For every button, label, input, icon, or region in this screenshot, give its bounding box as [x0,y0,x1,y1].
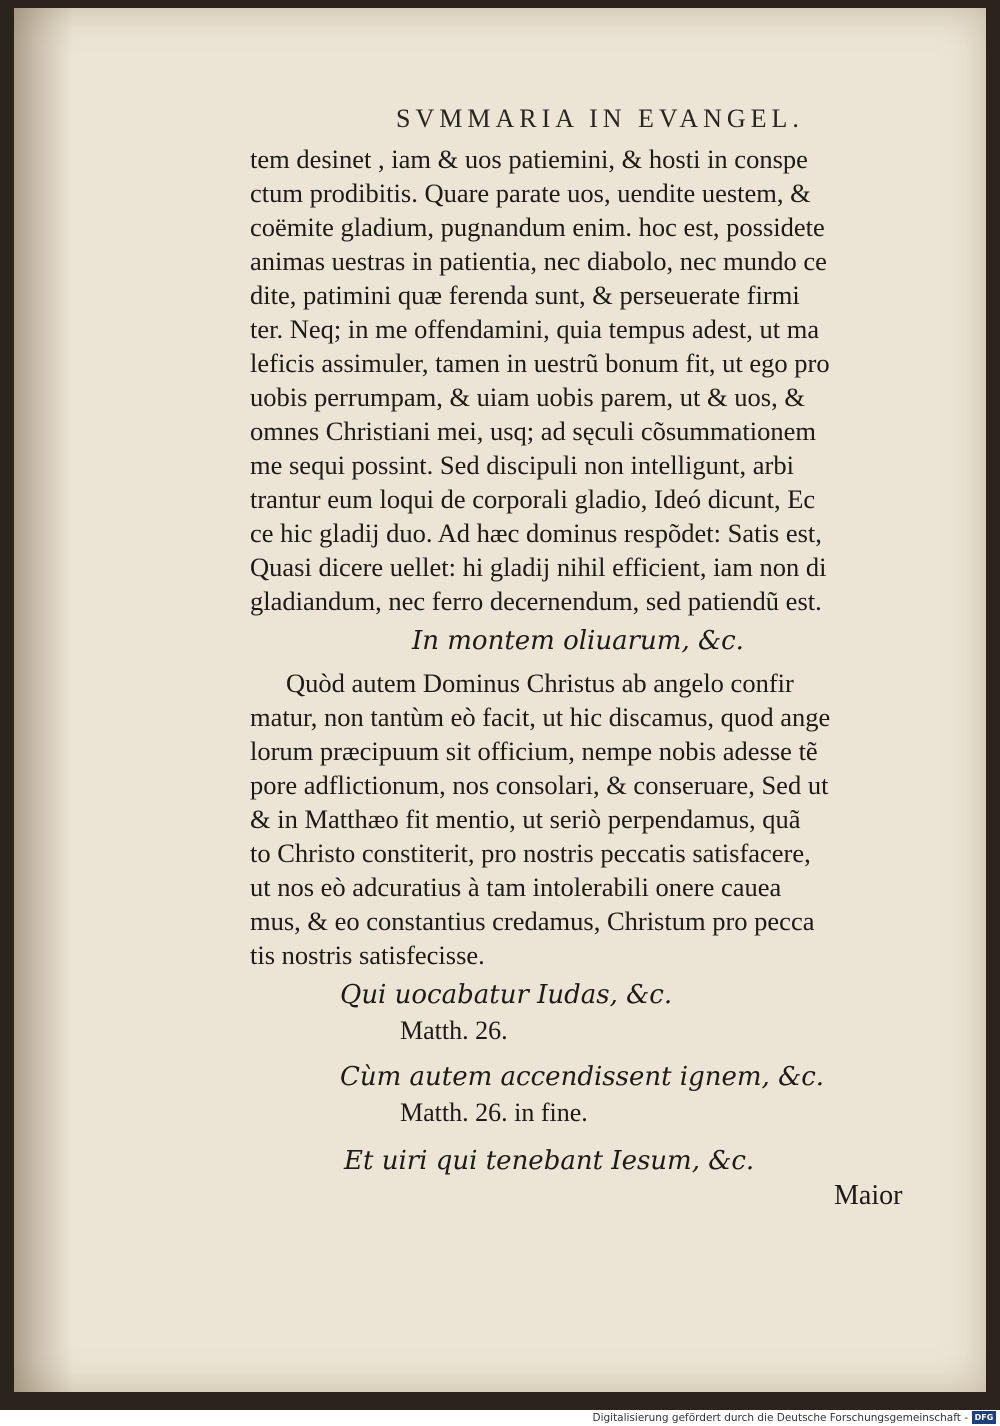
text-line: tem desinet , iam & uos patiemini, & hosti in conspe [250,144,808,174]
text-line: coëmite gladium, pugnandum enim. hoc est, possidete [250,212,825,242]
text-line: pore adflictionum, nos consolari, & conseruare, Sed ut [250,770,829,800]
text-line: animas uestras in patientia, nec diabolo, nec mundo ce [250,246,827,276]
section-heading: Qui uocabatur Iudas, &c. [340,980,673,1010]
paragraph-1 [250,142,950,618]
text-line: matur, non tantùm eò facit, ut hic discamus, quod ange [250,702,831,732]
text-line: lorum præcipuum sit officium, nempe nobis adesse tẽ [250,736,818,766]
text-line: ter. Neq; in me offendamini, quia tempus adest, ut ma [250,314,820,344]
text-line: ut nos eò adcuratius à tam intolerabili onere cauea [250,872,782,902]
catchword: Maior [834,1180,903,1211]
text-line: to Christo constiterit, pro nostris peccatis satisfacere, [250,838,811,868]
text-line: mus, & eo constantius credamus, Christum pro pecca [250,906,815,936]
scripture-reference: Matth. 26. [400,1016,508,1045]
section-heading: In montem oliuarum, &c. [412,626,744,656]
scripture-reference: Matth. 26. in fine. [400,1098,588,1127]
dfg-logo[interactable]: DFG [972,1411,996,1424]
paragraph-2 [250,666,950,972]
text-line: ctum prodibitis. Quare parate uos, uendite uestem, & [250,178,811,208]
text-line: ce hic gladij duo. Ad hæc dominus respõdet: Satis est, [250,518,822,548]
section-heading: Cùm autem accendissent ignem, &c. [340,1062,825,1092]
footer-credit: Digitalisierung gefördert durch die Deutsche Forschungsgemeinschaft - [592,1412,968,1424]
text-line: me sequi possint. Sed discipuli non intelligunt, arbi [250,450,794,480]
text-line: trantur eum loqui de corporali gladio, Ideó dicunt, Ec [250,484,816,514]
text-line: leficis assimuler, tamen in uestrũ bonum fit, ut ego pro [250,348,830,378]
text-line: Quasi dicere uellet: hi gladij nihil efficient, iam non di [250,552,827,582]
gutter-shadow [14,8,74,1392]
text-line: dite, patimini quæ ferenda sunt, & perseuerate firmi [250,280,800,310]
section-heading: Et uiri qui tenebant Iesum, &c. [344,1146,755,1176]
text-line: uobis perrumpam, & uiam uobis parem, ut & uos, & [250,382,805,412]
text-line: & in Matthæo fit mentio, ut seriò perpendamus, quã [250,804,801,834]
text-line: tis nostris satisfecisse. [250,940,485,970]
text-line: Quòd autem Dominus Christus ab angelo confir [286,668,794,698]
running-head: SVMMARIA IN EVANGEL. [396,104,804,133]
text-line: omnes Christiani mei, usq; ad sęculi cõsummationem [250,416,816,446]
text-line: gladiandum, nec ferro decernendum, sed patiendũ est. [250,586,822,616]
